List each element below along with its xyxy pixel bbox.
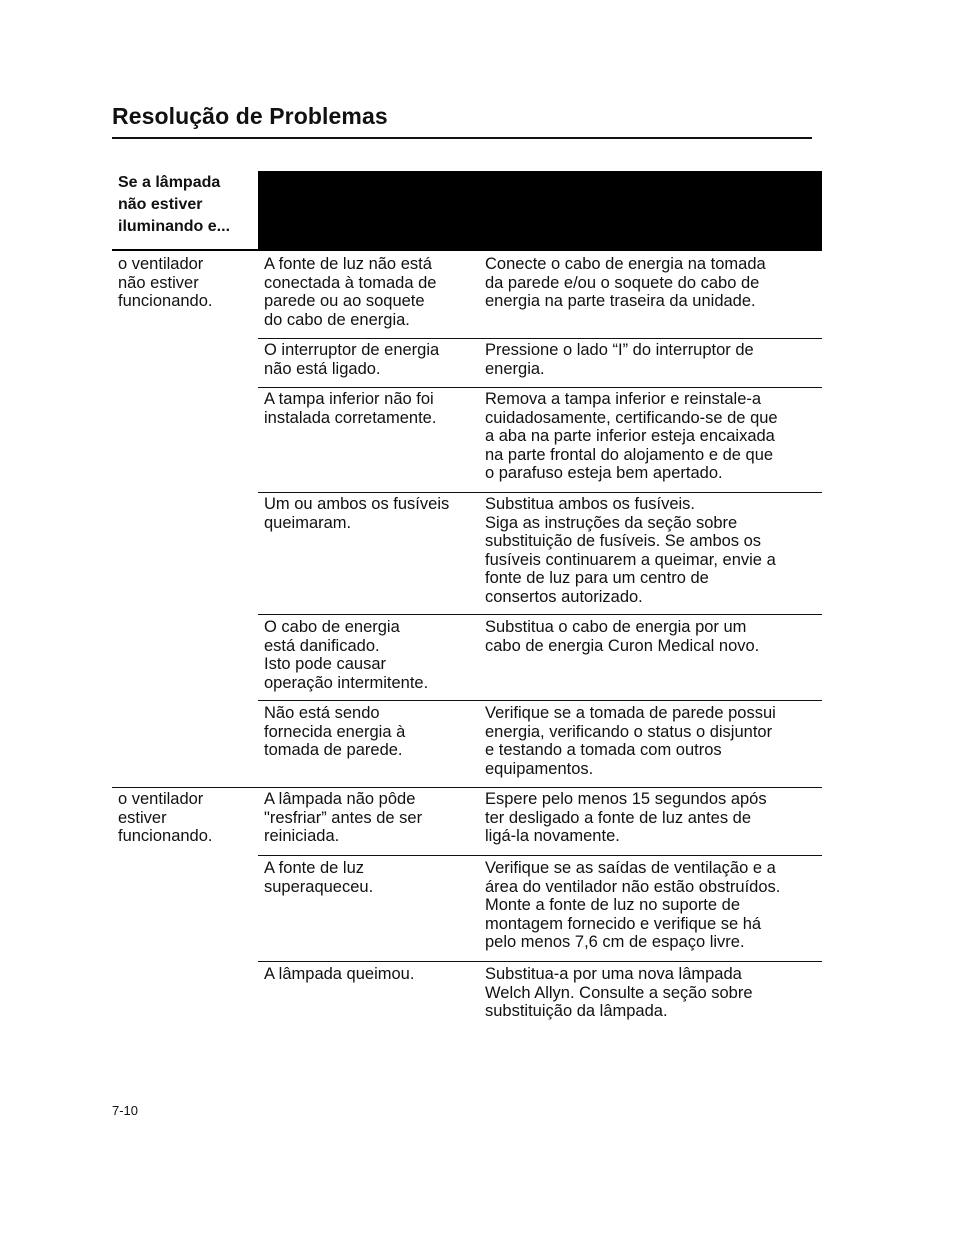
solution-line: na parte frontal do alojamento e de que: [485, 445, 774, 464]
solution-line: equipamentos.: [485, 759, 594, 778]
cause-cell: [264, 495, 449, 532]
solution-line: Conecte o cabo de energia na tomada: [485, 255, 766, 273]
cause-line: operação intermitente.: [264, 673, 429, 692]
solution-line: energia, verificando o status o disjuntor: [485, 722, 773, 741]
table-header-label: [118, 172, 258, 238]
solution-line: Verifique se as saídas de ventilação e a: [485, 859, 776, 877]
header-line: Se a lâmpada: [118, 174, 221, 191]
cause-cell: [264, 255, 436, 329]
row-divider: [258, 700, 822, 701]
cause-line: A tampa inferior não foi: [264, 390, 434, 408]
cause-line: A fonte de luz: [264, 859, 364, 877]
solution-line: energia.: [485, 359, 545, 378]
solution-line: ligá-la novamente.: [485, 827, 620, 846]
solution-line: fonte de luz para um centro de: [485, 569, 709, 588]
cause-line: A lâmpada queimou.: [264, 965, 415, 983]
cause-line: A lâmpada não pôde: [264, 790, 416, 808]
cause-line: Não está sendo: [264, 704, 380, 722]
condition-line: o ventilador: [118, 790, 204, 808]
cause-cell: [264, 965, 414, 984]
cause-line: não está ligado.: [264, 359, 381, 378]
condition-line: funcionando.: [118, 827, 213, 846]
row-divider: [258, 338, 822, 339]
cause-cell: [264, 859, 373, 896]
solution-line: Monte a fonte de luz no suporte de: [485, 896, 741, 915]
solution-line: substituição da lâmpada.: [485, 1002, 668, 1021]
page-title: Resolução de Problemas: [112, 103, 388, 129]
solution-cell: [485, 790, 767, 846]
cause-line: instalada corretamente.: [264, 408, 437, 427]
cause-line: parede ou ao soquete: [264, 292, 425, 311]
solution-line: e testando a tomada com outros: [485, 741, 722, 760]
solution-cell: [485, 255, 766, 311]
cause-line: tomada de parede.: [264, 741, 403, 760]
row-divider: [258, 961, 822, 962]
cause-line: conectada à tomada de: [264, 273, 437, 292]
cause-line: reiniciada.: [264, 827, 340, 846]
solution-line: da parede e/ou o soquete do cabo de: [485, 273, 760, 292]
cause-line: Isto pode causar: [264, 655, 386, 674]
row-divider: [258, 614, 822, 615]
solution-line: fusíveis continuarem a queimar, envie a: [485, 550, 776, 569]
condition-cell: [118, 255, 213, 311]
row-divider: [258, 492, 822, 493]
page-number: 7-10: [112, 1103, 139, 1118]
condition-cell: [118, 790, 213, 846]
cause-cell: [264, 390, 436, 427]
solution-cell: [485, 965, 753, 1021]
solution-line: Siga as instruções da seção sobre: [485, 513, 738, 532]
solution-cell: [485, 704, 776, 778]
solution-line: montagem fornecido e verifique se há: [485, 914, 762, 933]
solution-line: Substitua o cabo de energia por um: [485, 618, 747, 636]
solution-cell: [485, 859, 780, 952]
header-underline: [112, 249, 258, 251]
cause-cell: [264, 618, 428, 692]
cause-line: A fonte de luz não está: [264, 255, 432, 273]
solution-line: consertos autorizado.: [485, 587, 643, 606]
cause-line: fornecida energia à: [264, 722, 406, 741]
row-divider: [258, 387, 822, 388]
row-divider: [258, 855, 822, 856]
cause-line: "resfriar” antes de ser: [264, 808, 423, 827]
solution-line: a aba na parte inferior esteja encaixada: [485, 427, 775, 446]
solution-line: pelo menos 7,6 cm de espaço livre.: [485, 933, 745, 952]
solution-cell: [485, 341, 754, 378]
condition-line: o ventilador: [118, 255, 204, 273]
solution-line: Substitua ambos os fusíveis.: [485, 495, 696, 513]
condition-line: estiver: [118, 808, 167, 827]
solution-line: área do ventilador não estão obstruídos.: [485, 877, 781, 896]
solution-line: cuidadosamente, certificando-se de que: [485, 408, 778, 427]
solution-cell: [485, 390, 778, 483]
cause-cell: [264, 341, 439, 378]
solution-line: Verifique se a tomada de parede possui: [485, 704, 776, 722]
solution-line: substituição de fusíveis. Se ambos os: [485, 532, 762, 551]
cause-line: O interruptor de energia: [264, 341, 440, 359]
solution-line: Espere pelo menos 15 segundos após: [485, 790, 767, 808]
solution-line: ter desligado a fonte de luz antes de: [485, 808, 752, 827]
solution-line: Remova a tampa inferior e reinstale-a: [485, 390, 762, 408]
solution-line: energia na parte traseira da unidade.: [485, 292, 756, 311]
table-header-bar: [258, 171, 822, 251]
cause-line: do cabo de energia.: [264, 310, 410, 329]
title-divider: [112, 137, 812, 139]
solution-line: Substitua-a por uma nova lâmpada: [485, 965, 742, 983]
condition-line: funcionando.: [118, 292, 213, 311]
solution-cell: [485, 495, 776, 607]
cause-cell: [264, 790, 422, 846]
solution-line: cabo de energia Curon Medical novo.: [485, 636, 760, 655]
solution-line: Welch Allyn. Consulte a seção sobre: [485, 983, 753, 1002]
cause-line: Um ou ambos os fusíveis: [264, 495, 450, 513]
condition-line: não estiver: [118, 273, 199, 292]
cause-cell: [264, 704, 405, 760]
cause-line: está danificado.: [264, 636, 380, 655]
cause-line: O cabo de energia: [264, 618, 400, 636]
solution-line: Pressione o lado “I” do interruptor de: [485, 341, 754, 359]
header-line: não estiver: [118, 196, 203, 213]
cause-line: superaqueceu.: [264, 877, 374, 896]
header-line: iluminando e...: [118, 218, 231, 235]
solution-line: o parafuso esteja bem apertado.: [485, 464, 723, 483]
solution-cell: [485, 618, 759, 655]
group-divider: [112, 787, 822, 788]
cause-line: queimaram.: [264, 513, 352, 532]
